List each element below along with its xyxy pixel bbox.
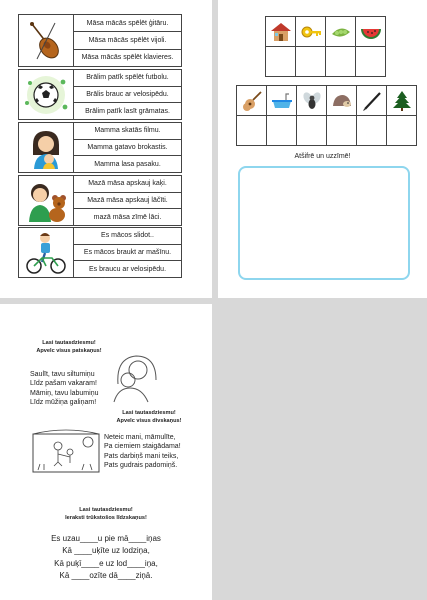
mother-child-icon xyxy=(19,123,74,172)
watermelon-icon xyxy=(356,17,386,47)
folk-song-2 xyxy=(104,433,181,471)
task-title-line: Lasi tautasdziesmu! xyxy=(79,507,133,513)
sentence-option: Mazā māsa apskauj lāčīti. xyxy=(74,193,181,210)
sentence-option: Es braucu ar velosipēdu. xyxy=(88,265,167,273)
family-drawing xyxy=(30,426,102,479)
girl-teddy-bear-icon xyxy=(19,176,74,225)
bathtub-icon xyxy=(267,86,297,116)
sentence-option: Mazā māsa apskauj kaķi. xyxy=(74,176,181,193)
cipher-table-1 xyxy=(265,16,386,77)
verse-line: Līdz pašam vakaram! xyxy=(30,380,97,388)
sentence-group-2 xyxy=(18,69,182,120)
task-title-line: Ieraksti trūkstošos līdzskaņus! xyxy=(65,514,147,521)
worksheet-page-matching-sentences xyxy=(0,0,212,298)
task-3-title xyxy=(60,507,152,522)
sentence-group-4 xyxy=(18,175,182,226)
sentence-option: Māsa mācās spēlēt vijoli. xyxy=(74,32,181,49)
drawing-box[interactable] xyxy=(238,166,410,280)
sentence-group-1 xyxy=(18,14,182,67)
worksheet-page-folk-songs xyxy=(0,304,212,600)
mother-child-drawing xyxy=(108,344,168,409)
task-title-line: Lasi tautasdziesmu! xyxy=(42,340,96,346)
sentence-option: Mamma lasa pasaku. xyxy=(94,160,161,168)
house-icon xyxy=(266,17,296,47)
worksheet-page-picture-cipher xyxy=(218,0,427,298)
sentence-option: Māsa mācās spēlēt ģitāru. xyxy=(74,15,181,32)
verse-line: Pa ciemiem staigādama! xyxy=(104,443,181,451)
fill-in-line[interactable]: Kā ____ozīte dā____ziņā. xyxy=(59,571,153,581)
verse-line: Līdz mūžiņa galiņam! xyxy=(30,399,97,407)
answer-cell[interactable] xyxy=(297,116,327,146)
pen-icon xyxy=(357,86,387,116)
peas-icon xyxy=(326,17,356,47)
verse-line: Pats gudrais padomiņš. xyxy=(104,462,178,470)
sentence-option: Es mācos braukt ar mašīnu. xyxy=(74,245,181,262)
fir-tree-icon xyxy=(387,86,417,116)
answer-cell[interactable] xyxy=(237,116,267,146)
answer-cell[interactable] xyxy=(356,47,386,77)
sentence-option: Mamma gatavo brokastis. xyxy=(74,140,181,157)
verse-line: Māmiņ, tavu labumiņu xyxy=(30,389,99,397)
fill-in-line[interactable]: Es uzau____u pie mā____iņas xyxy=(51,534,161,543)
sentence-group-5 xyxy=(18,227,182,278)
fill-in-line[interactable]: Kā puķī____e uz lod____iņa, xyxy=(54,558,158,568)
fill-in-line[interactable]: Kā ____uķīte uz lodziņa, xyxy=(62,546,150,556)
sentence-group-3 xyxy=(18,122,182,173)
guitar-icon xyxy=(237,86,267,116)
soccer-ball-icon xyxy=(19,70,74,119)
answer-cell[interactable] xyxy=(267,116,297,146)
verse-line: Pats darbiņš mani teiks, xyxy=(104,452,179,460)
sentence-option: mazā māsa zīmē lāci. xyxy=(93,213,162,221)
sentence-option: Brālim patīk spēlēt futbolu. xyxy=(74,70,181,87)
boy-bicycle-icon xyxy=(19,228,74,277)
sentence-option: Es mācos slidot.. xyxy=(74,228,181,245)
answer-cell[interactable] xyxy=(266,47,296,77)
sentence-option: Māsa mācās spēlēt klavieres. xyxy=(81,54,174,62)
folk-song-3-fill-in xyxy=(0,533,212,583)
verse-line: Saulīt, tavu siltumiņu xyxy=(30,371,95,378)
task-1-title xyxy=(24,340,114,355)
answer-cell[interactable] xyxy=(357,116,387,146)
hedgehog-icon xyxy=(327,86,357,116)
task-2-title xyxy=(106,410,192,425)
folk-song-1 xyxy=(30,370,98,408)
answer-cell[interactable] xyxy=(387,116,417,146)
sentence-option: Brālim patīk lasīt grāmatas. xyxy=(85,107,170,115)
answer-cell[interactable] xyxy=(296,47,326,77)
task-title-line: Lasi tautasdziesmu! xyxy=(122,410,176,416)
sentence-option: Brālis brauc ar velosipēdu. xyxy=(74,87,181,104)
answer-cell[interactable] xyxy=(327,116,357,146)
key-icon xyxy=(296,17,326,47)
task-title-line: Apvelc visus divskaņus! xyxy=(116,417,182,424)
violin-icon xyxy=(19,15,74,66)
answer-cell[interactable] xyxy=(326,47,356,77)
sentence-option: Mamma skatās filmu. xyxy=(74,123,181,140)
instruction-caption: Atšifrē un uzzīmē! xyxy=(294,153,351,160)
fly-icon xyxy=(297,86,327,116)
verse-line: Neteic mani, māmulīte, xyxy=(104,434,176,441)
task-title-line: Apvelc visus patskaņus! xyxy=(36,347,102,354)
cipher-table-2 xyxy=(236,85,417,146)
empty-page-area xyxy=(218,304,427,600)
